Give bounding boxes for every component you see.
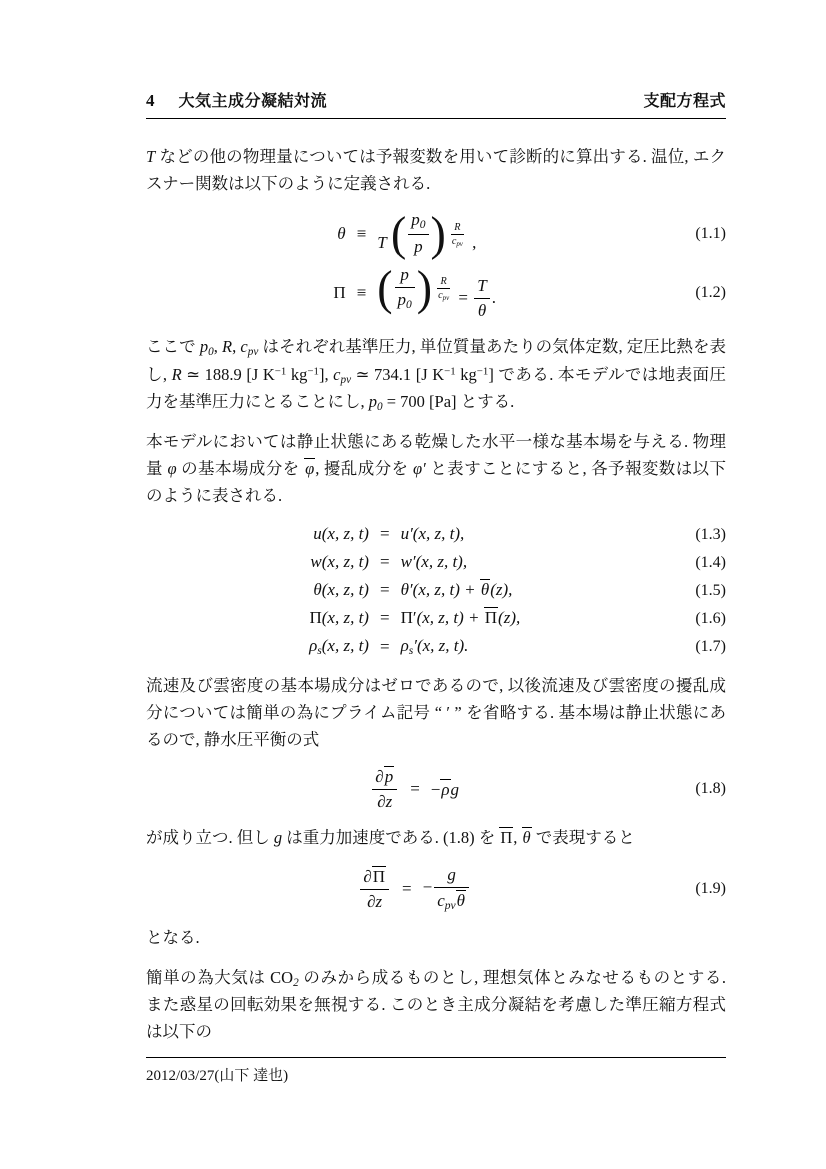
fraction — [360, 866, 389, 912]
text-segment: R — [440, 275, 447, 287]
text-segment: ここで — [146, 337, 200, 357]
equation-lhs — [309, 607, 369, 630]
fraction-denominator — [395, 288, 415, 311]
text-segment: θ′ — [400, 580, 413, 600]
text-segment: θ — [480, 580, 490, 600]
equation-relation: = — [379, 580, 390, 600]
text-segment: ∂ — [375, 767, 384, 787]
exponent — [449, 222, 466, 248]
text-segment: −1 — [307, 365, 319, 378]
fraction — [451, 222, 464, 248]
text-segment: R — [171, 364, 182, 384]
overbar-term — [480, 579, 490, 599]
paragraph — [146, 334, 726, 416]
text-segment: ρ — [400, 636, 409, 656]
document-body — [146, 144, 726, 1046]
text-segment: Π — [500, 828, 513, 848]
header-left-title: 大気主成分凝結対流 — [178, 93, 328, 110]
overbar-term — [484, 607, 498, 627]
fraction — [395, 265, 415, 311]
text-segment: u — [313, 524, 322, 544]
equation-number: (1.3) — [695, 526, 726, 544]
text-segment: θ — [313, 580, 322, 600]
equation-number: (1.2) — [695, 284, 726, 302]
overbar-term — [456, 890, 466, 910]
running-header — [146, 88, 726, 119]
text-segment: −1 — [274, 365, 287, 378]
equation-lhs — [313, 579, 369, 602]
equation-rhs — [401, 551, 468, 574]
text-segment: pv — [442, 294, 450, 302]
fraction — [372, 766, 397, 812]
text-segment: c — [451, 235, 457, 247]
text-column — [146, 88, 726, 1059]
overbar-term — [304, 458, 315, 477]
text-segment: θ — [337, 223, 346, 243]
paragraph — [146, 965, 726, 1046]
text-segment: (x, z, t), — [415, 552, 468, 572]
paragraph — [146, 144, 726, 197]
equation-block — [146, 523, 726, 659]
text-segment: g — [273, 828, 283, 848]
fraction — [408, 210, 428, 256]
text-segment: c — [240, 337, 248, 357]
equation-relation: ≡ — [356, 283, 367, 303]
text-segment: u′ — [400, 524, 413, 544]
fraction-denominator — [408, 235, 428, 257]
paragraph — [146, 673, 726, 753]
text-segment: Π — [333, 283, 346, 303]
equation-relation: = — [410, 779, 420, 799]
page-footer — [146, 1057, 726, 1085]
text-segment: などの他の物理量については予報変数を用いて診断的に算出する. 温位, エクスナー関数は以下のように定義される. — [146, 147, 726, 193]
text-segment: (x, z, t), — [412, 524, 465, 544]
fraction-numerator — [395, 265, 415, 288]
text-segment: kg — [455, 364, 477, 384]
text-segment: 本モデルにおいては静止状態にある乾燥した水平一様な基本場を与える. 物理量 — [146, 432, 726, 479]
text-segment: T — [477, 276, 487, 296]
text-segment: で表現すると — [531, 828, 635, 848]
text-segment: の基本場成分を — [176, 459, 305, 479]
paragraph — [146, 925, 726, 952]
text-segment: 簡単の為大気は CO — [146, 967, 294, 987]
fraction-denominator — [451, 235, 464, 248]
equation-rhs — [401, 607, 521, 630]
parenthesized-group: ( $\frac{p}{p0}$ ) — [377, 260, 433, 315]
fraction-numerator — [474, 276, 489, 299]
equation-relation: = — [379, 552, 390, 572]
equation-rhs — [377, 260, 496, 322]
text-segment: pv — [444, 899, 456, 913]
text-segment: −1 — [476, 365, 489, 378]
equation-lhs — [358, 866, 391, 912]
text-segment: (z), — [490, 580, 513, 600]
text-segment: − — [422, 877, 433, 897]
text-segment: ρ — [309, 636, 318, 656]
equation-rhs — [423, 865, 471, 912]
text-segment: (z), — [498, 608, 521, 628]
equation-lhs — [313, 523, 369, 546]
text-segment: 2 — [293, 977, 299, 990]
equation-relation: = — [379, 636, 390, 656]
text-segment: T — [377, 233, 387, 253]
text-segment: R — [454, 221, 461, 233]
text-segment: (x, z, t) + — [416, 608, 484, 628]
text-segment: ] である. 本モデルでは地表面圧力を基準圧力にとることにし, — [146, 364, 726, 411]
fraction — [437, 276, 450, 302]
text-segment: ], — [318, 364, 334, 384]
text-segment: w′ — [400, 552, 416, 572]
text-segment: s — [408, 644, 414, 658]
equation-number: (1.5) — [695, 582, 726, 600]
overbar-term — [440, 779, 450, 799]
text-segment: ρ — [441, 779, 450, 799]
text-segment: = — [454, 287, 473, 307]
equation-lhs — [370, 766, 399, 812]
text-segment: p — [199, 337, 209, 357]
text-segment: 0 — [208, 346, 214, 359]
fraction-numerator — [437, 276, 450, 289]
overbar-term — [522, 827, 532, 846]
text-segment: 0 — [406, 297, 412, 311]
text-segment: pv — [340, 373, 352, 386]
text-segment: p — [400, 264, 409, 284]
text-segment: はそれぞれ基準圧力, 単位質量あたりの気体定数, 定圧比熱を表し, — [146, 337, 727, 384]
text-segment: 0 — [377, 401, 383, 414]
fraction — [434, 865, 469, 912]
fraction-numerator — [360, 866, 389, 890]
text-segment: θ — [477, 301, 487, 321]
fraction-denominator — [372, 790, 397, 812]
equation-relation: ≡ — [356, 223, 367, 243]
text-segment: ′(x, z, t). — [413, 636, 469, 656]
text-segment: (x, z, t) + — [412, 580, 480, 600]
equation-block — [146, 766, 726, 812]
text-segment: (x, z, t) — [321, 524, 369, 544]
text-segment: , — [232, 337, 241, 357]
fraction-denominator — [437, 289, 450, 302]
text-segment: c — [438, 289, 443, 301]
text-segment: pv — [456, 240, 463, 248]
text-segment: θ — [456, 890, 466, 910]
text-segment: pv — [247, 346, 259, 359]
parenthesized-group: ( $\frac{p0}{p}$ ) — [390, 206, 446, 260]
text-segment: , — [213, 337, 223, 357]
text-segment: φ — [167, 459, 177, 479]
text-segment: , 擾乱成分を — [315, 459, 413, 479]
text-segment: ∂z — [377, 792, 393, 812]
fraction-denominator — [360, 890, 389, 912]
text-segment: のみから成るものとし, 理想気体とみなせるものとする. また惑星の回転効果を無視する. このとき主成分凝結を考慮した準圧縮方程式は以下の — [146, 967, 727, 1041]
text-segment: (x, z, t) — [321, 580, 369, 600]
text-segment: = 700 [Pa] とする. — [382, 392, 515, 411]
equation-rhs — [401, 523, 465, 546]
text-segment: ≃ 734.1 [J K — [351, 364, 445, 384]
equation-rhs — [401, 579, 513, 602]
text-segment: p — [397, 289, 407, 309]
overbar-term — [499, 827, 513, 846]
fraction-denominator — [474, 299, 489, 321]
equation-number: (1.4) — [695, 554, 726, 572]
text-segment: ∂ — [363, 866, 372, 886]
text-segment: ≃ 188.9 [J K — [181, 364, 275, 384]
overbar-term — [372, 866, 386, 886]
exponent — [435, 276, 452, 302]
text-segment: Π — [484, 608, 498, 628]
text-segment: 流速及び雲密度の基本場成分はゼロであるので, 以後流速及び雲密度の擾乱成分については簡単の為にプライム記号 “ ′ ” を省略する. 基本場は静止状態にあるので, 静水圧平衡の式 — [146, 676, 726, 749]
equation-relation: = — [402, 878, 412, 898]
text-segment: (x, z, t) — [321, 552, 369, 572]
overbar-term — [384, 766, 395, 786]
equation-number: (1.1) — [695, 224, 726, 242]
text-segment: − — [430, 779, 441, 799]
text-segment: w — [310, 552, 322, 572]
fraction-numerator — [408, 210, 428, 234]
equation-relation: = — [379, 608, 390, 628]
equation-lhs — [337, 224, 345, 244]
text-segment: kg — [286, 364, 308, 384]
fraction-numerator — [451, 222, 464, 235]
fraction-numerator — [372, 766, 397, 790]
text-segment: 0 — [419, 218, 426, 232]
paragraph — [146, 825, 726, 852]
text-segment: g — [450, 779, 460, 799]
text-segment: , — [467, 233, 477, 253]
text-segment: と表すことにすると, 各予報変数は以下のように表される. — [146, 459, 727, 505]
text-segment: c — [333, 364, 341, 384]
text-segment: が成り立つ. 但し — [146, 828, 274, 848]
text-segment: c — [437, 890, 445, 910]
text-segment: −1 — [444, 365, 456, 378]
fraction — [474, 276, 489, 321]
text-segment: , — [513, 828, 522, 848]
paragraph — [146, 429, 726, 509]
equation-number: (1.8) — [695, 780, 726, 798]
text-segment: R — [222, 337, 233, 357]
equation-number: (1.6) — [695, 609, 726, 627]
text-segment: s — [317, 644, 322, 658]
text-segment: Π′ — [400, 608, 417, 628]
paren-content — [393, 265, 417, 311]
equation-block — [146, 865, 726, 912]
text-segment: となる. — [146, 928, 200, 948]
footer-date-author: 2012/03/27(山下 達也) — [146, 1068, 289, 1084]
text-segment: g — [447, 864, 456, 884]
text-segment: Π — [372, 866, 386, 886]
equation-rhs — [401, 635, 469, 659]
equation-lhs — [310, 551, 369, 574]
text-segment: p — [414, 236, 423, 256]
text-segment: p — [368, 392, 377, 411]
equation-relation: = — [379, 524, 390, 544]
text-segment: ∂z — [367, 891, 383, 911]
text-segment: θ — [522, 828, 531, 848]
paren-content — [406, 210, 430, 256]
equation-number: (1.7) — [695, 638, 726, 656]
equation-number: (1.9) — [695, 879, 726, 897]
text-segment: (x, z, t) — [321, 636, 369, 656]
text-segment: . — [491, 287, 496, 307]
equation-rhs — [377, 206, 477, 260]
text-segment: Π — [309, 608, 322, 628]
text-segment: p — [384, 767, 394, 787]
fraction-numerator — [434, 865, 469, 888]
equation-rhs — [431, 779, 459, 800]
equation-lhs — [333, 283, 345, 303]
fraction-denominator — [434, 888, 469, 912]
equation-block — [146, 206, 726, 321]
text-segment: T — [146, 147, 156, 166]
text-segment: (x, z, t) — [321, 608, 369, 628]
page-number: 4 — [146, 91, 155, 110]
text-segment: p — [411, 210, 420, 230]
text-segment: φ — [305, 459, 315, 479]
text-segment: は重力加速度である. (1.8) を — [282, 828, 500, 848]
text-segment: φ′ — [412, 459, 426, 479]
equation-lhs — [309, 635, 369, 659]
header-right-title: 支配方程式 — [643, 93, 726, 110]
